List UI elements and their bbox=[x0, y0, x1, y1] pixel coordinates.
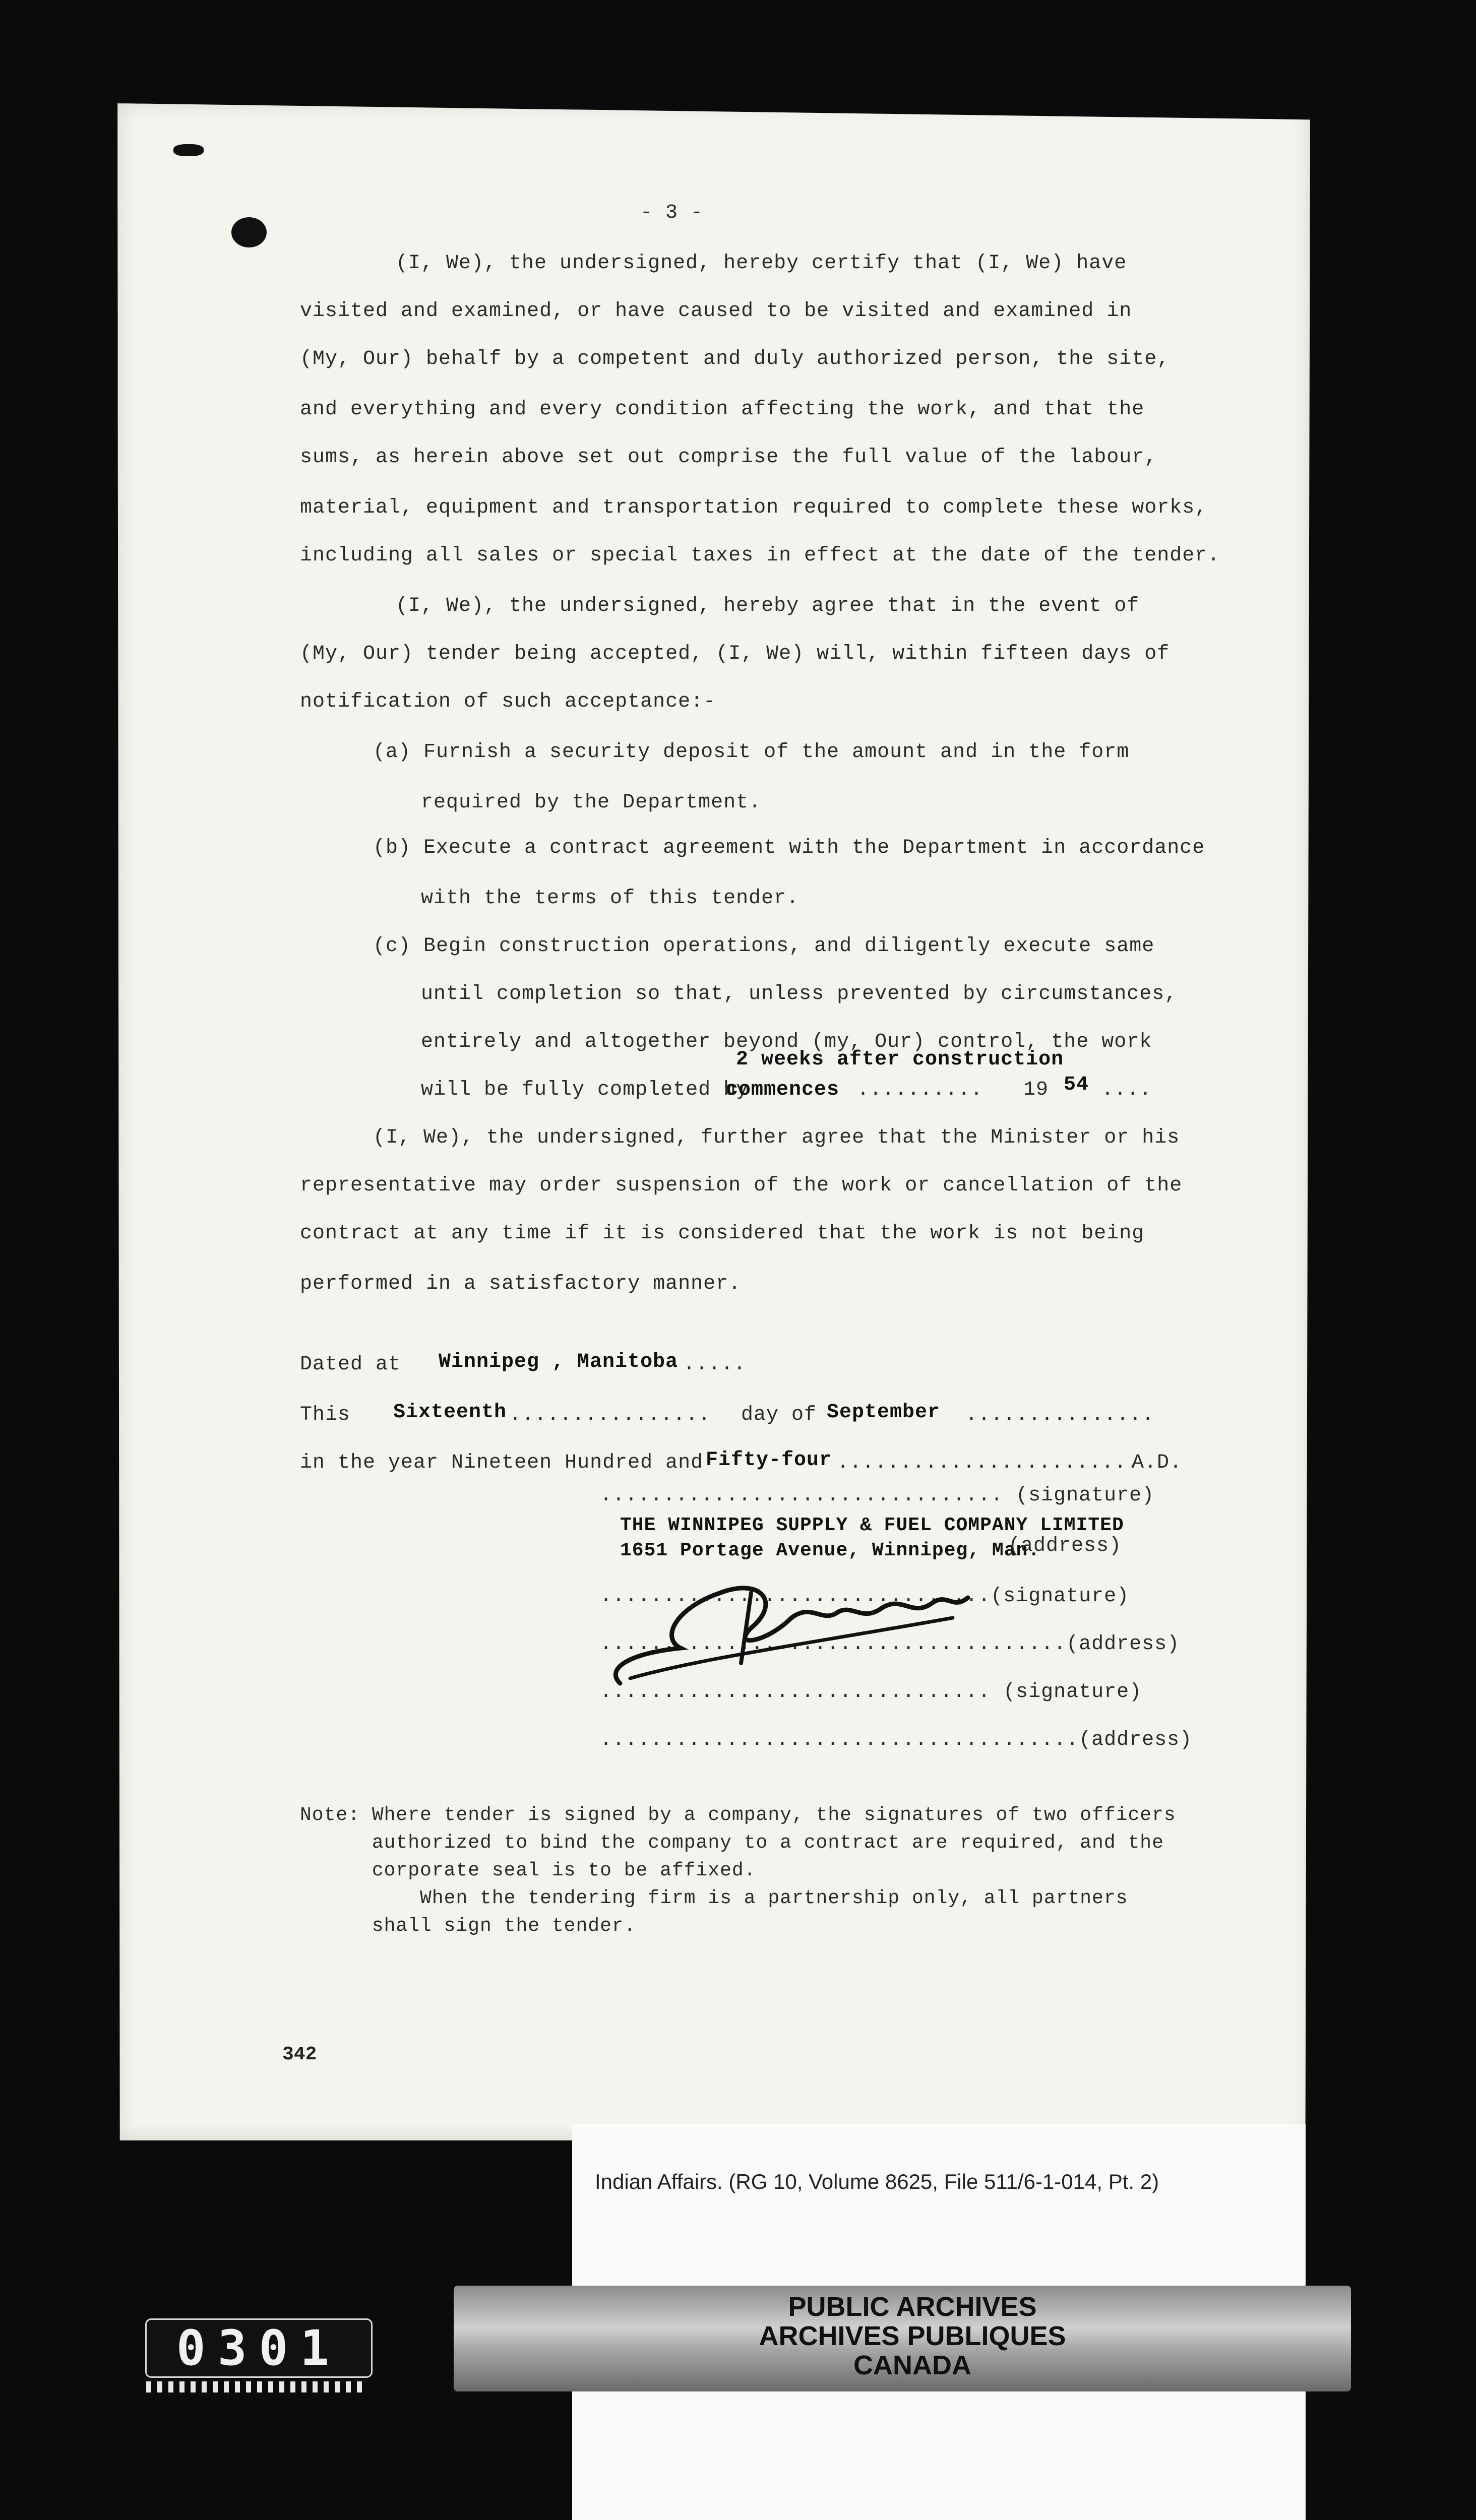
signature-line-1: ................................ (signature) bbox=[600, 1484, 1155, 1507]
signature-line-2: ...............................(signature) bbox=[600, 1585, 1130, 1608]
completion-year-prefix: 19 bbox=[1023, 1079, 1049, 1101]
year-label: in the year Nineteen Hundred and bbox=[300, 1452, 704, 1474]
year-ad: A.D. bbox=[1132, 1452, 1183, 1474]
company-name: THE WINNIPEG SUPPLY & FUEL COMPANY LIMITED bbox=[620, 1515, 1124, 1536]
note-line-3: corporate seal is to be affixed. bbox=[300, 1860, 756, 1881]
dated-label: Dated at bbox=[300, 1353, 401, 1376]
ink-blot bbox=[231, 217, 267, 247]
note-line-2: authorized to bind the company to a contract are required, and the bbox=[300, 1832, 1164, 1854]
ink-smudge bbox=[173, 144, 204, 156]
this-label: This bbox=[300, 1404, 351, 1426]
note-line-1: Note: Where tender is signed by a company, the signatures of two officers bbox=[300, 1804, 1176, 1826]
agree-line-1: (I, We), the undersigned, hereby agree that in the event of bbox=[396, 595, 1140, 617]
month-value: September bbox=[827, 1401, 941, 1424]
note-line-4: When the tendering firm is a partnership only, all partners bbox=[300, 1887, 1128, 1909]
archive-stamp bbox=[660, 2292, 1164, 2380]
completion-typed-line-2: commences bbox=[726, 1079, 840, 1101]
item-b-line-2: with the terms of this tender. bbox=[421, 887, 799, 910]
certify-line-4: and everything and every condition affecting the work, and that the bbox=[300, 398, 1145, 421]
stamp-line-3: CANADA bbox=[853, 2350, 971, 2380]
suspension-line-1: (I, We), the undersigned, further agree that the Minister or his bbox=[373, 1126, 1180, 1149]
day-of-label: day of bbox=[741, 1404, 817, 1426]
certify-line-3: (My, Our) behalf by a competent and duly authorized person, the site, bbox=[300, 348, 1170, 370]
item-a-line-2: required by the Department. bbox=[421, 791, 762, 814]
day-value: Sixteenth bbox=[393, 1401, 507, 1424]
suspension-line-4: performed in a satisfactory manner. bbox=[300, 1273, 742, 1295]
certify-line-6: material, equipment and transportation required to complete these works, bbox=[300, 496, 1208, 519]
agree-line-2: (My, Our) tender being accepted, (I, We) will, within fifteen days of bbox=[300, 643, 1170, 665]
completion-prefix: will be fully completed by bbox=[421, 1079, 749, 1101]
month-dots: ............... bbox=[965, 1404, 1155, 1426]
item-b-line-1: (b) Execute a contract agreement with the Department in accordance bbox=[373, 837, 1205, 859]
certify-line-1: (I, We), the undersigned, hereby certify that (I, We) have bbox=[396, 252, 1127, 275]
item-c-line-1: (c) Begin construction operations, and diligently execute same bbox=[373, 935, 1155, 958]
dated-dots: ..... bbox=[683, 1353, 747, 1376]
item-c-line-3: entirely and altogether beyond (my, Our) control, the work bbox=[421, 1031, 1152, 1053]
suspension-line-2: representative may order suspension of the work or cancellation of the bbox=[300, 1174, 1183, 1197]
item-a-line-1: (a) Furnish a security deposit of the amount and in the form bbox=[373, 741, 1130, 764]
suspension-line-3: contract at any time if it is considered that the work is not being bbox=[300, 1222, 1145, 1245]
completion-year: 54 bbox=[1064, 1074, 1089, 1096]
certify-line-2: visited and examined, or have caused to be visited and examined in bbox=[300, 300, 1132, 323]
certify-line-5: sums, as herein above set out comprise the full value of the labour, bbox=[300, 446, 1157, 469]
page-marker: - 3 - bbox=[640, 202, 704, 224]
address-label-1: (address) bbox=[1008, 1535, 1122, 1557]
dated-place: Winnipeg , Manitoba bbox=[439, 1351, 679, 1373]
microfilm-frame-number: 0301 bbox=[145, 2318, 373, 2378]
address-line-2: .....................................(address) bbox=[600, 1633, 1180, 1656]
signature-line-3: ............................... (signature) bbox=[600, 1681, 1142, 1704]
stamp-line-1: PUBLIC ARCHIVES bbox=[788, 2292, 1037, 2322]
stamp-line-2: ARCHIVES PUBLIQUES bbox=[759, 2321, 1066, 2351]
completion-dots: .......... bbox=[857, 1079, 983, 1101]
certify-line-7: including all sales or special taxes in effect at the date of the tender. bbox=[300, 544, 1220, 567]
frame-tick-marks bbox=[146, 2381, 368, 2392]
item-c-line-2: until completion so that, unless prevented by circumstances, bbox=[421, 983, 1178, 1005]
year-value: Fifty-four bbox=[706, 1449, 832, 1472]
day-dots: ................ bbox=[509, 1404, 711, 1426]
page-number: 342 bbox=[282, 2044, 317, 2065]
year-dots: ........................ bbox=[837, 1452, 1140, 1474]
address-line-3: ......................................(address) bbox=[600, 1729, 1193, 1751]
company-address: 1651 Portage Avenue, Winnipeg, Man. bbox=[620, 1540, 1040, 1561]
completion-suffix: .... bbox=[1101, 1079, 1152, 1101]
completion-typed-line-1: 2 weeks after construction bbox=[736, 1048, 1064, 1071]
agree-line-3: notification of such acceptance:- bbox=[300, 690, 716, 713]
archive-reference: Indian Affairs. (RG 10, Volume 8625, File 511/6-1-014, Pt. 2) bbox=[595, 2170, 1159, 2193]
handwritten-signature bbox=[600, 1547, 1013, 1698]
note-line-5: shall sign the tender. bbox=[300, 1915, 636, 1937]
